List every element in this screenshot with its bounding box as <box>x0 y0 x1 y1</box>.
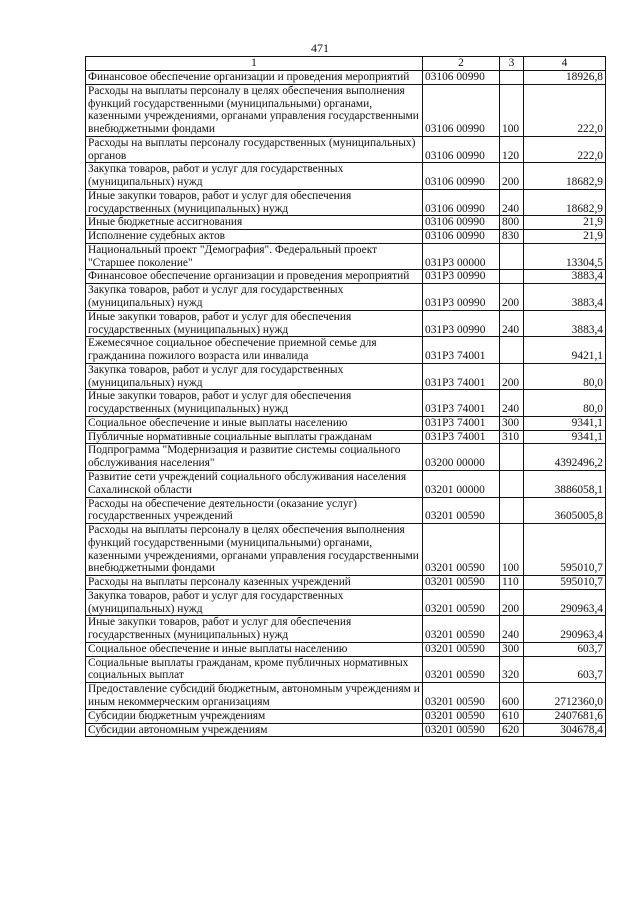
row-name-cell: Иные закупки товаров, работ и услуг для обеспечения государственных (муниципальных) нужд <box>86 390 423 417</box>
table-row <box>86 430 606 444</box>
row-name-cell: Иные закупки товаров, работ и услуг для обеспечения государственных (муниципальных) нужд <box>86 616 423 643</box>
column-header-2: 2 <box>423 57 500 71</box>
row-name-cell: Закупка товаров, работ и услуг для государственных (муниципальных) нужд <box>86 284 423 311</box>
table-row <box>86 243 606 270</box>
table-body <box>86 71 606 737</box>
row-name-cell: Финансовое обеспечение организации и проведения мероприятий <box>86 270 423 284</box>
row-code-cell: 031P3 00990 <box>423 310 500 337</box>
row-code-cell: 03106 00990 <box>423 163 500 190</box>
row-expense-type-cell: 300 <box>500 416 524 430</box>
row-expense-type-cell: 310 <box>500 430 524 444</box>
table-row <box>86 589 606 616</box>
row-code-cell: 03106 00990 <box>423 84 500 136</box>
row-expense-type-cell: 120 <box>500 136 524 163</box>
row-code-cell: 03201 00590 <box>423 723 500 737</box>
row-amount-cell: 222,0 <box>524 84 606 136</box>
row-amount-cell: 18682,9 <box>524 163 606 190</box>
table-header-row <box>86 57 606 71</box>
row-code-cell: 03201 00590 <box>423 656 500 683</box>
row-amount-cell: 603,7 <box>524 656 606 683</box>
row-code-cell: 03106 00990 <box>423 230 500 244</box>
row-amount-cell: 9341,1 <box>524 416 606 430</box>
row-expense-type-cell: 200 <box>500 363 524 390</box>
table-row <box>86 337 606 364</box>
row-name-cell: Финансовое обеспечение организации и проведения мероприятий <box>86 71 423 85</box>
row-code-cell: 03201 00590 <box>423 616 500 643</box>
row-name-cell: Расходы на выплаты персоналу в целях обеспечения выполнения функций государственными (муниципальными) органами, казенными учреждениями, органами управления государственными внебюджетными фондами <box>86 524 423 576</box>
row-code-cell: 03106 00990 <box>423 71 500 85</box>
row-amount-cell: 80,0 <box>524 363 606 390</box>
row-expense-type-cell <box>500 71 524 85</box>
row-amount-cell: 304678,4 <box>524 723 606 737</box>
row-amount-cell: 3883,4 <box>524 270 606 284</box>
row-amount-cell: 21,9 <box>524 216 606 230</box>
row-amount-cell: 13304,5 <box>524 243 606 270</box>
row-name-cell: Национальный проект "Демография". Федеральный проект "Старшее поколение" <box>86 243 423 270</box>
row-expense-type-cell: 200 <box>500 284 524 311</box>
table-row <box>86 71 606 85</box>
row-code-cell: 031P3 74001 <box>423 363 500 390</box>
row-expense-type-cell <box>500 337 524 364</box>
row-expense-type-cell: 200 <box>500 589 524 616</box>
table-row <box>86 163 606 190</box>
row-expense-type-cell <box>500 270 524 284</box>
table-row <box>86 189 606 216</box>
row-expense-type-cell: 610 <box>500 709 524 723</box>
row-code-cell: 03201 00590 <box>423 709 500 723</box>
table-row <box>86 310 606 337</box>
row-amount-cell: 290963,4 <box>524 616 606 643</box>
row-code-cell: 03201 00590 <box>423 683 500 710</box>
row-amount-cell: 290963,4 <box>524 589 606 616</box>
row-name-cell: Исполнение судебных актов <box>86 230 423 244</box>
row-expense-type-cell: 240 <box>500 390 524 417</box>
row-amount-cell: 2407681,6 <box>524 709 606 723</box>
row-code-cell: 031P3 74001 <box>423 337 500 364</box>
row-name-cell: Расходы на обеспечение деятельности (оказание услуг) государственных учреждений <box>86 497 423 524</box>
row-amount-cell: 2712360,0 <box>524 683 606 710</box>
row-expense-type-cell: 100 <box>500 524 524 576</box>
row-expense-type-cell: 830 <box>500 230 524 244</box>
row-name-cell: Закупка товаров, работ и услуг для государственных (муниципальных) нужд <box>86 589 423 616</box>
row-name-cell: Иные закупки товаров, работ и услуг для обеспечения государственных (муниципальных) нужд <box>86 310 423 337</box>
table-row <box>86 723 606 737</box>
row-expense-type-cell: 800 <box>500 216 524 230</box>
row-name-cell: Предоставление субсидий бюджетным, автономным учреждениям и иным некоммерческим организациям <box>86 683 423 710</box>
table-row <box>86 642 606 656</box>
column-header-3: 3 <box>500 57 524 71</box>
row-expense-type-cell: 600 <box>500 683 524 710</box>
row-amount-cell: 9341,1 <box>524 430 606 444</box>
row-name-cell: Иные закупки товаров, работ и услуг для обеспечения государственных (муниципальных) нужд <box>86 189 423 216</box>
row-name-cell: Субсидии автономным учреждениям <box>86 723 423 737</box>
table-row <box>86 656 606 683</box>
row-name-cell: Ежемесячное социальное обеспечение приемной семье для гражданина пожилого возраста или инвалида <box>86 337 423 364</box>
table-row <box>86 416 606 430</box>
row-amount-cell: 603,7 <box>524 642 606 656</box>
row-amount-cell: 3883,4 <box>524 284 606 311</box>
row-expense-type-cell: 320 <box>500 656 524 683</box>
row-expense-type-cell: 300 <box>500 642 524 656</box>
row-name-cell: Расходы на выплаты персоналу в целях обеспечения выполнения функций государственными (муниципальными) органами, казенными учреждениями, органами управления государственными внебюджетными фондами <box>86 84 423 136</box>
row-name-cell: Иные бюджетные ассигнования <box>86 216 423 230</box>
row-amount-cell: 4392496,2 <box>524 444 606 471</box>
page-number: 471 <box>311 41 329 55</box>
row-amount-cell: 18682,9 <box>524 189 606 216</box>
table-row <box>86 390 606 417</box>
table-row <box>86 363 606 390</box>
column-header-4: 4 <box>524 57 606 71</box>
row-amount-cell: 21,9 <box>524 230 606 244</box>
row-code-cell: 03201 00590 <box>423 589 500 616</box>
row-expense-type-cell: 240 <box>500 310 524 337</box>
table-row <box>86 216 606 230</box>
row-expense-type-cell <box>500 444 524 471</box>
row-code-cell: 03106 00990 <box>423 216 500 230</box>
row-code-cell: 03106 00990 <box>423 189 500 216</box>
row-name-cell: Социальное обеспечение и иные выплаты населению <box>86 416 423 430</box>
row-name-cell: Закупка товаров, работ и услуг для государственных (муниципальных) нужд <box>86 163 423 190</box>
row-code-cell: 03201 00000 <box>423 470 500 497</box>
row-expense-type-cell: 620 <box>500 723 524 737</box>
row-expense-type-cell: 110 <box>500 576 524 590</box>
budget-table <box>85 56 606 737</box>
row-code-cell: 031P3 00990 <box>423 270 500 284</box>
row-name-cell: Развитие сети учреждений социального обслуживания населения Сахалинской области <box>86 470 423 497</box>
row-amount-cell: 3886058,1 <box>524 470 606 497</box>
row-expense-type-cell: 100 <box>500 84 524 136</box>
table-row <box>86 616 606 643</box>
row-expense-type-cell <box>500 497 524 524</box>
row-code-cell: 03201 00590 <box>423 642 500 656</box>
row-code-cell: 03201 00590 <box>423 497 500 524</box>
row-code-cell: 031P3 00990 <box>423 284 500 311</box>
row-name-cell: Социальное обеспечение и иные выплаты населению <box>86 642 423 656</box>
row-amount-cell: 9421,1 <box>524 337 606 364</box>
table-row <box>86 524 606 576</box>
row-expense-type-cell: 240 <box>500 616 524 643</box>
column-header-1: 1 <box>86 57 423 71</box>
row-name-cell: Закупка товаров, работ и услуг для государственных (муниципальных) нужд <box>86 363 423 390</box>
row-code-cell: 031P3 74001 <box>423 416 500 430</box>
row-expense-type-cell <box>500 470 524 497</box>
row-amount-cell: 80,0 <box>524 390 606 417</box>
row-code-cell: 03200 00000 <box>423 444 500 471</box>
table-row <box>86 270 606 284</box>
table-row <box>86 84 606 136</box>
table-row <box>86 444 606 471</box>
row-amount-cell: 595010,7 <box>524 524 606 576</box>
row-name-cell: Подпрограмма "Модернизация и развитие системы социального обслуживания населения" <box>86 444 423 471</box>
table-row <box>86 576 606 590</box>
row-name-cell: Субсидии бюджетным учреждениям <box>86 709 423 723</box>
table-row <box>86 497 606 524</box>
row-amount-cell: 3883,4 <box>524 310 606 337</box>
row-code-cell: 031P3 74001 <box>423 390 500 417</box>
table-row <box>86 136 606 163</box>
table-row <box>86 683 606 710</box>
row-amount-cell: 18926,8 <box>524 71 606 85</box>
row-name-cell: Расходы на выплаты персоналу государственных (муниципальных) органов <box>86 136 423 163</box>
row-expense-type-cell <box>500 243 524 270</box>
row-expense-type-cell: 240 <box>500 189 524 216</box>
table-row <box>86 284 606 311</box>
row-code-cell: 03201 00590 <box>423 576 500 590</box>
row-amount-cell: 3605005,8 <box>524 497 606 524</box>
row-name-cell: Расходы на выплаты персоналу казенных учреждений <box>86 576 423 590</box>
row-code-cell: 031P3 00000 <box>423 243 500 270</box>
row-code-cell: 03106 00990 <box>423 136 500 163</box>
table-row <box>86 470 606 497</box>
row-amount-cell: 222,0 <box>524 136 606 163</box>
row-code-cell: 03201 00590 <box>423 524 500 576</box>
row-amount-cell: 595010,7 <box>524 576 606 590</box>
row-name-cell: Социальные выплаты гражданам, кроме публичных нормативных социальных выплат <box>86 656 423 683</box>
row-expense-type-cell: 200 <box>500 163 524 190</box>
row-name-cell: Публичные нормативные социальные выплаты гражданам <box>86 430 423 444</box>
table-row <box>86 230 606 244</box>
row-code-cell: 031P3 74001 <box>423 430 500 444</box>
table-row <box>86 709 606 723</box>
